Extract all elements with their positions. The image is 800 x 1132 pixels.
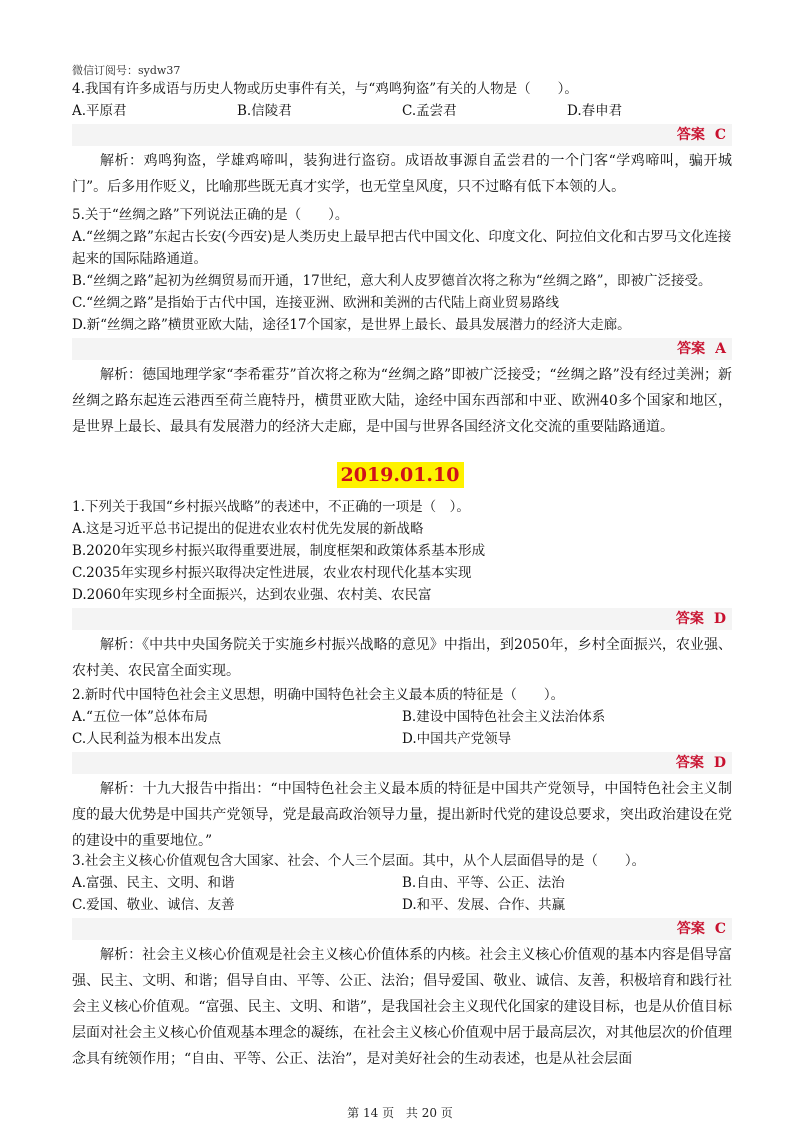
question-2: [72, 684, 732, 854]
option-c: C.孟尝君: [402, 103, 457, 119]
answer-bar: [72, 608, 732, 630]
answer-value: C: [714, 127, 726, 143]
option-d: D.和平、发展、合作、共赢: [402, 897, 566, 913]
explanation: 解析：社会主义核心价值观是社会主义核心价值体系的内核。社会主义核心价值观的基本内容是倡导富强、民主、文明、和谐；倡导自由、平等、公正、法治；倡导爱国、敬业、诚信、友善，积极培育和践行社会主义核心价值观。“富强、民主、文明、和谐”，是我国社会主义现代化国家的建设目标，也是从价值目标层面对社会主义核心价值观基本理念的凝练，在社会主义核心价值观中居于最高层次，对其他层次的价值理念具有统领作用；“自由、平等、公正、法治”，是对美好社会的生动表述，也是从社会层面: [72, 947, 732, 1067]
option-d: D.新“丝绸之路”横贯亚欧大陆，途径17个国家，是世界上最长、最具发展潜力的经济大走廊。: [72, 317, 631, 333]
option-b: B.信陵君: [237, 103, 292, 119]
option-d: D.春申君: [567, 103, 623, 119]
option-c: C.爱国、敬业、诚信、友善: [72, 897, 235, 913]
answer-value: C: [714, 921, 726, 937]
date-heading: 2019.01.10: [337, 462, 464, 488]
explanation: 解析：德国地理学家“李希霍芬”首次将之称为“丝绸之路”即被广泛接受；“丝绸之路”没有经过美洲；新丝绸之路东起连云港西至荷兰鹿特丹，横贯亚欧大陆，途经中国东西部和中亚、欧洲40多个国家和地区，是世界上最长、最具有发展潜力的经济大走廊，是中国与世界各国经济文化交流的重要陆路通道。: [72, 367, 732, 435]
option-c: C.2035年实现乡村振兴取得决定性进展，农业农村现代化基本实现: [72, 565, 472, 581]
answer-value: A: [715, 341, 726, 357]
page-footer: [0, 1104, 800, 1121]
option-d: D.2060年实现乡村全面振兴，达到农业强、农村美、农民富: [72, 587, 432, 603]
page-number: 第 14 页: [347, 1106, 395, 1120]
options-row: [72, 100, 732, 122]
answer-bar: [72, 752, 732, 774]
option-c: C.“丝绸之路”是指始于古代中国，连接亚洲、欧洲和美洲的古代陆上商业贸易路线: [72, 295, 559, 311]
option-c: C.人民利益为根本出发点: [72, 731, 222, 747]
date-heading-row: [0, 462, 800, 488]
answer-label: 答案: [677, 341, 706, 357]
option-d: D.中国共产党领导: [402, 731, 512, 747]
option-b: B.自由、平等、公正、法治: [402, 875, 565, 891]
question-5: [72, 204, 732, 440]
answer-value: D: [713, 611, 726, 627]
options-grid: [72, 706, 732, 750]
question-stem: 1.下列关于我国“乡村振兴战略”的表述中，不正确的一项是（ ）。: [72, 499, 470, 515]
answer-label: 答案: [676, 921, 705, 937]
answer-bar: [72, 124, 732, 146]
option-b: B.“丝绸之路”起初为丝绸贸易而开通，17世纪，意大利人皮罗德首次将之称为“丝绸之路”，即被广泛接受。: [72, 273, 712, 289]
answer-label: 答案: [675, 611, 704, 627]
question-3: [72, 850, 732, 1072]
option-a: A.平原君: [72, 103, 127, 119]
question-1: [72, 496, 732, 684]
answer-bar: [72, 918, 732, 940]
option-b: B.建设中国特色社会主义法治体系: [402, 709, 606, 725]
question-stem: 4.我国有许多成语与历史人物或历史事件有关，与“鸡鸣狗盗”有关的人物是（ ）。: [72, 81, 578, 97]
answer-label: 答案: [676, 127, 705, 143]
question-4: [72, 78, 732, 200]
answer-label: 答案: [675, 755, 704, 771]
question-stem: 5.关于“丝绸之路”下列说法正确的是（ ）。: [72, 207, 349, 223]
explanation: 解析：《中共中央国务院关于实施乡村振兴战略的意见》中指出，到2050年，乡村全面振兴，农业强、农村美、农民富全面实现。: [72, 637, 732, 679]
question-stem: 2.新时代中国特色社会主义思想，明确中国特色社会主义最本质的特征是（ ）。: [72, 687, 565, 703]
explanation: 解析：鸡鸣狗盗，学雄鸡啼叫，装狗进行盗窃。成语故事源自孟尝君的一个门客“学鸡啼叫，骗开城门”。后多用作贬义，比喻那些既无真才实学，也无堂皇风度，只不过略有低下本领的人。: [72, 153, 732, 195]
options-grid: [72, 872, 732, 916]
option-b: B.2020年实现乡村振兴取得重要进展，制度框架和政策体系基本形成: [72, 543, 486, 559]
question-stem: 3.社会主义核心价值观包含大国家、社会、个人三个层面。其中，从个人层面倡导的是（ ）。: [72, 853, 646, 869]
page-total: 共 20 页: [405, 1106, 453, 1120]
explanation: 解析：十九大报告中指出：“中国特色社会主义最本质的特征是中国共产党领导，中国特色社会主义制度的最大优势是中国共产党领导，党是最高政治领导力量，提出新时代党的建设总要求，突出政治建设在党的建设中的重要地位。”: [72, 781, 732, 849]
answer-value: D: [713, 755, 726, 771]
option-a: A.富强、民主、文明、和谐: [72, 875, 235, 891]
option-a: A.这是习近平总书记提出的促进农业农村优先发展的新战略: [72, 521, 424, 537]
answer-bar: [72, 338, 732, 360]
option-a: A.“五位一体”总体布局: [72, 709, 208, 725]
watermark: 微信订阅号：sydw37: [72, 64, 181, 77]
option-a: A.“丝绸之路”东起古长安(今西安)是人类历史上最早把古代中国文化、印度文化、阿拉伯文化和古罗马文化连接起来的国际陆路通道。: [72, 229, 732, 267]
